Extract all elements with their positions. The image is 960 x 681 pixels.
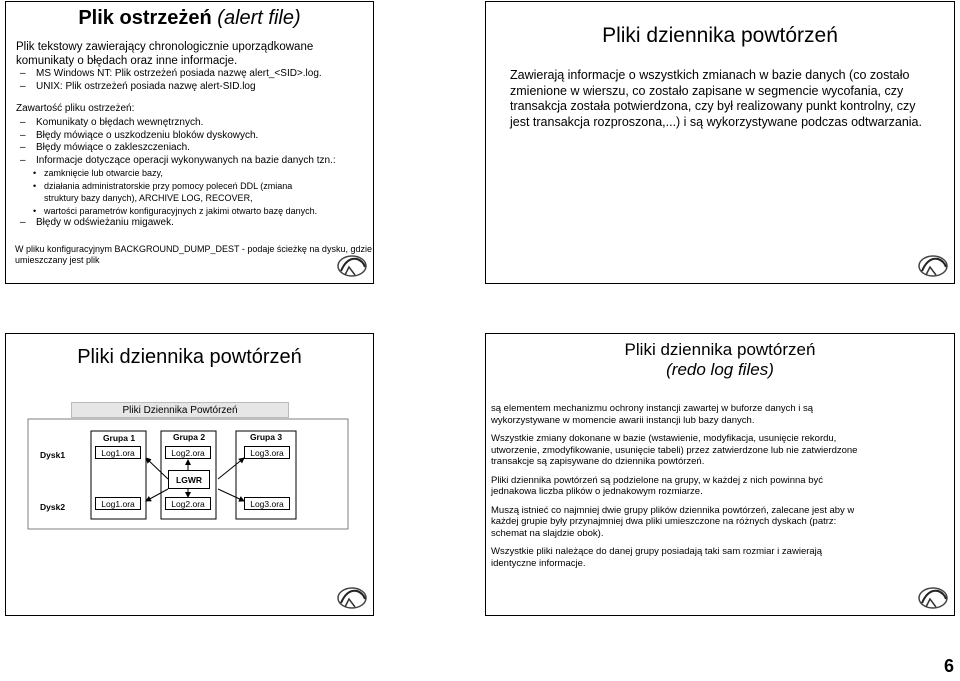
list-item: – Błędy w odświeżaniu migawek. [16, 217, 336, 230]
list-item: – Informacje dotyczące operacji wykonywanych na bazie danych tzn.: [16, 155, 336, 168]
paragraph: Muszą istnieć co najmniej dwie grupy plików dziennika powtórzeń, zalecane jest aby w każdej grupie były przynajmniej dwa pliki umieszczone na różnych dyskach (patrz: schemat na slajdzie obok). [491, 504, 855, 539]
lead-text: Plik tekstowy zawierający chronologicznie uporządkowane komunikaty o błędach oraz inne informacje. [16, 41, 314, 67]
bird-logo-icon [916, 249, 950, 279]
slide-title: Pliki dziennika powtórzeń [77, 346, 302, 368]
log-file: Log2.ora [165, 497, 211, 510]
list-item: – Komunikaty o błędach wewnętrznych. [16, 117, 336, 130]
paragraph: Wszystkie pliki należące do danej grupy posiadają taki sam rozmiar i zawierają identyczne informacje. [491, 546, 823, 569]
group-label: Grupa 1 [102, 433, 136, 443]
title-main: Plik ostrzeżeń [78, 7, 212, 29]
slide-title: Pliki dziennika powtórzeń [602, 24, 838, 47]
paragraph: Pliki dziennika powtórzeń są podzielone na grupy, w każdej z nich powinna być jednakowa liczba plików o jednakowym rozmiarze. [491, 474, 823, 497]
body-text: Zawierają informacje o wszystkich zmianach w bazie danych (co zostało zmienione w wierszu, co zostało zapisane w segmencie wycofania, czy transakcja została potwierdzona, czy był realizowany punkt kontrolny, czy jest transakcja rozproszona,...) i są wykorzystywane podczas odtwarzania. [510, 68, 922, 129]
paragraph: Wszystkie zmiany dokonane w bazie (wstawienie, modyfikacja, usunięcie rekordu, utworzenie, zmodyfikowanie, usunięcie tabeli) przez zatwierdzone lub nie zatwierdzone transakcje są zapisywane do dziennika powtórzeń. [491, 433, 858, 467]
disk-label: Dysk1 [40, 450, 66, 460]
sub-item: • działania administratorskie przy pomocy poleceń DDL (zmiana struktury bazy danych), ARCHIVE LOG, RECOVER, [16, 180, 321, 205]
body-text [491, 403, 861, 576]
list-item: – MS Windows NT: Plik ostrzeżeń posiada nazwę alert_<SID>.log. [16, 68, 322, 81]
bird-logo-icon [916, 581, 950, 611]
slide-redo-log-files [485, 333, 955, 616]
slide-redo-log-diagram [5, 333, 374, 616]
slide-alert-file [5, 1, 374, 284]
sub-item: • zamknięcie lub otwarcie bazy, [16, 167, 321, 180]
footer-note: W pliku konfiguracyjnym BACKGROUND_DUMP_DEST - podaje ścieżkę na dysku, gdzie umieszczany jest plik [15, 244, 372, 265]
redo-log-diagram [6, 334, 374, 616]
paragraph: są elementem mechanizmu ochrony instancji zawartej w buforze danych i są wykorzystywane w momencie awarii instancji lub bazy danych. [491, 403, 814, 426]
lgwr-process: LGWR [168, 470, 210, 489]
diagram-header: Pliki Dziennika Powtórzeń [71, 402, 289, 418]
slide-title [6, 7, 373, 30]
title-italic: (alert file) [217, 7, 301, 29]
list-item: – UNIX: Plik ostrzeżeń posiada nazwę alert-SID.log [16, 81, 322, 94]
title-line: Pliki dziennika powtórzeń [624, 340, 816, 359]
log-file: Log3.ora [244, 497, 290, 510]
log-file: Log3.ora [244, 446, 290, 459]
group-label: Grupa 3 [249, 432, 283, 442]
log-file: Log2.ora [165, 446, 211, 459]
list-item: – Błędy mówiące o uszkodzeniu bloków dyskowych. [16, 130, 336, 143]
title-line-italic: (redo log files) [666, 360, 774, 379]
page-number: 6 [943, 656, 954, 676]
disk-label: Dysk2 [40, 502, 66, 512]
slide-title [486, 340, 954, 380]
os-list [16, 68, 322, 93]
sub-item: • wartości parametrów konfiguracyjnych z jakimi otwarto bazę danych. [16, 205, 321, 218]
slide-redo-log-intro [485, 1, 955, 284]
log-file: Log1.ora [95, 446, 141, 459]
list-item: – Błędy mówiące o zakleszczeniach. [16, 142, 336, 155]
content-heading: Zawartość pliku ostrzeżeń: [16, 103, 135, 114]
content-list [16, 117, 336, 230]
bird-logo-icon [335, 581, 369, 611]
bird-logo-icon [335, 249, 369, 279]
group-label: Grupa 2 [172, 432, 206, 442]
log-file: Log1.ora [95, 497, 141, 510]
